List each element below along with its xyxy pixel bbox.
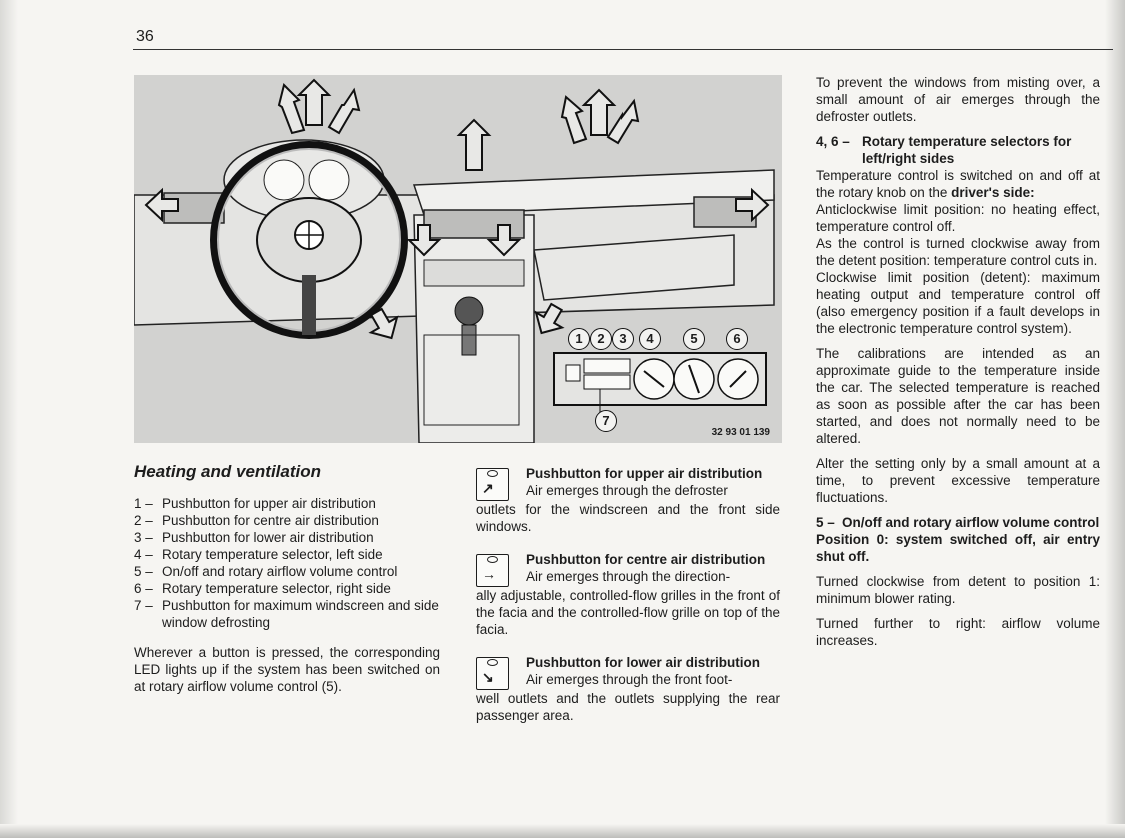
lower-air-title: Pushbutton for lower air distribution — [526, 655, 760, 670]
page-edge-right — [1105, 0, 1125, 838]
list-item — [134, 512, 440, 529]
callout-2: 2 — [590, 328, 612, 350]
centre-air-block — [476, 551, 780, 638]
item-number: 4 – — [134, 547, 153, 562]
lower-air-desc-cont: well outlets and the outlets supplying the rear passenger area. — [476, 691, 780, 723]
centre-air-desc-cont: ally adjustable, controlled-flow grilles in the front of the facia and the controlled-flow grille on top of the facia. — [476, 588, 780, 637]
centre-air-icon: → — [476, 554, 509, 587]
right-column — [816, 74, 1100, 657]
airflow-increase-paragraph: Turned further to right: airflow volume increases. — [816, 616, 1100, 648]
position-one-paragraph: Turned clockwise from detent to position 1: minimum blower rating. — [816, 574, 1100, 606]
calibration-paragraph: The calibrations are intended as an approximate guide to the temperature inside the car. The selected temperature is reached as soon as possible after the car has been started, and does not normally need to be altered. — [816, 346, 1100, 446]
page-edge-bottom — [0, 824, 1125, 838]
item-text: On/off and rotary airflow volume control — [162, 564, 398, 579]
list-item — [134, 546, 440, 563]
list-item — [134, 563, 440, 580]
left-column — [134, 462, 440, 695]
list-item — [134, 597, 440, 631]
anticlockwise-paragraph: Anticlockwise limit position: no heating effect, temperature control off. — [816, 202, 1100, 234]
callout-5: 5 — [683, 328, 705, 350]
callout-1: 1 — [568, 328, 590, 350]
item-number: 6 – — [134, 581, 153, 596]
centre-air-title: Pushbutton for centre air distribution — [526, 552, 766, 567]
list-item — [134, 580, 440, 597]
heading-number: 5 – — [816, 515, 835, 530]
limit-paragraph: Clockwise limit position (detent): maximum heating output and temperature control off (also emergency position if a fault develops in the electronic temperature control system). — [816, 270, 1100, 336]
intro-paragraph: To prevent the windows from misting over, a small amount of air emerges through the defroster outlets. — [816, 75, 1100, 124]
upper-air-title: Pushbutton for upper air distribution — [526, 466, 763, 481]
section-title: Heating and ventilation — [134, 462, 322, 481]
upper-air-desc: Air emerges through the defroster — [526, 483, 728, 498]
item-text: Pushbutton for lower air distribution — [162, 530, 374, 545]
item-number: 7 – — [134, 598, 153, 613]
lower-air-desc: Air emerges through the front foot- — [526, 672, 733, 687]
item-number: 3 – — [134, 530, 153, 545]
figure-code: 32 93 01 139 — [711, 427, 770, 438]
upper-air-icon: ↗ — [476, 468, 509, 501]
upper-air-desc-cont: outlets for the windscreen and the front side windows. — [476, 502, 780, 534]
temp-paragraph — [816, 167, 1100, 201]
callout-3: 3 — [612, 328, 634, 350]
header-rule — [133, 49, 1113, 50]
alter-setting-paragraph: Alter the setting only by a small amount at a time, to prevent excessive temperature fluctuations. — [816, 456, 1100, 505]
item-number: 1 – — [134, 496, 153, 511]
list-item — [134, 529, 440, 546]
control-list — [134, 495, 440, 631]
item-text: Pushbutton for maximum windscreen and side window defrosting — [162, 598, 439, 630]
clockwise-paragraph: As the control is turned clockwise away from the detent position: temperature control cuts in. — [816, 236, 1100, 268]
position-zero-text: Position 0: system switched off, air entry shut off. — [816, 532, 1100, 564]
heading-number: 4, 6 – — [816, 134, 850, 149]
centre-air-desc: Air emerges through the direction- — [526, 569, 731, 584]
airflow-heading — [816, 514, 1100, 531]
item-number: 2 – — [134, 513, 153, 528]
page-edge-left — [0, 0, 18, 838]
driver-side-label: driver's side: — [951, 185, 1035, 200]
callout-4: 4 — [639, 328, 661, 350]
temp-text-a: Temperature control is switched on and off at the rotary knob on the — [816, 168, 1100, 200]
dashboard-drawing — [134, 75, 782, 443]
item-text: Pushbutton for upper air distribution — [162, 496, 376, 511]
led-paragraph: Wherever a button is pressed, the corresponding LED lights up if the system has been switched on at rotary airflow volume control (5). — [134, 645, 440, 694]
item-number: 5 – — [134, 564, 153, 579]
callout-7: 7 — [595, 410, 617, 432]
heading-text: Rotary temperature selectors for left/right sides — [862, 134, 1072, 166]
dashboard-illustration — [134, 75, 782, 443]
item-text: Rotary temperature selector, left side — [162, 547, 383, 562]
lower-air-block — [476, 654, 780, 724]
callout-6: 6 — [726, 328, 748, 350]
lower-air-icon: ↘ — [476, 657, 509, 690]
temp-selectors-heading — [816, 133, 1100, 167]
item-text: Pushbutton for centre air distribution — [162, 513, 379, 528]
upper-air-block — [476, 465, 780, 535]
middle-column — [476, 465, 780, 740]
list-item — [134, 495, 440, 512]
item-text: Rotary temperature selector, right side — [162, 581, 391, 596]
page-number: 36 — [136, 28, 154, 45]
heading-text: On/off and rotary airflow volume control — [842, 515, 1100, 530]
